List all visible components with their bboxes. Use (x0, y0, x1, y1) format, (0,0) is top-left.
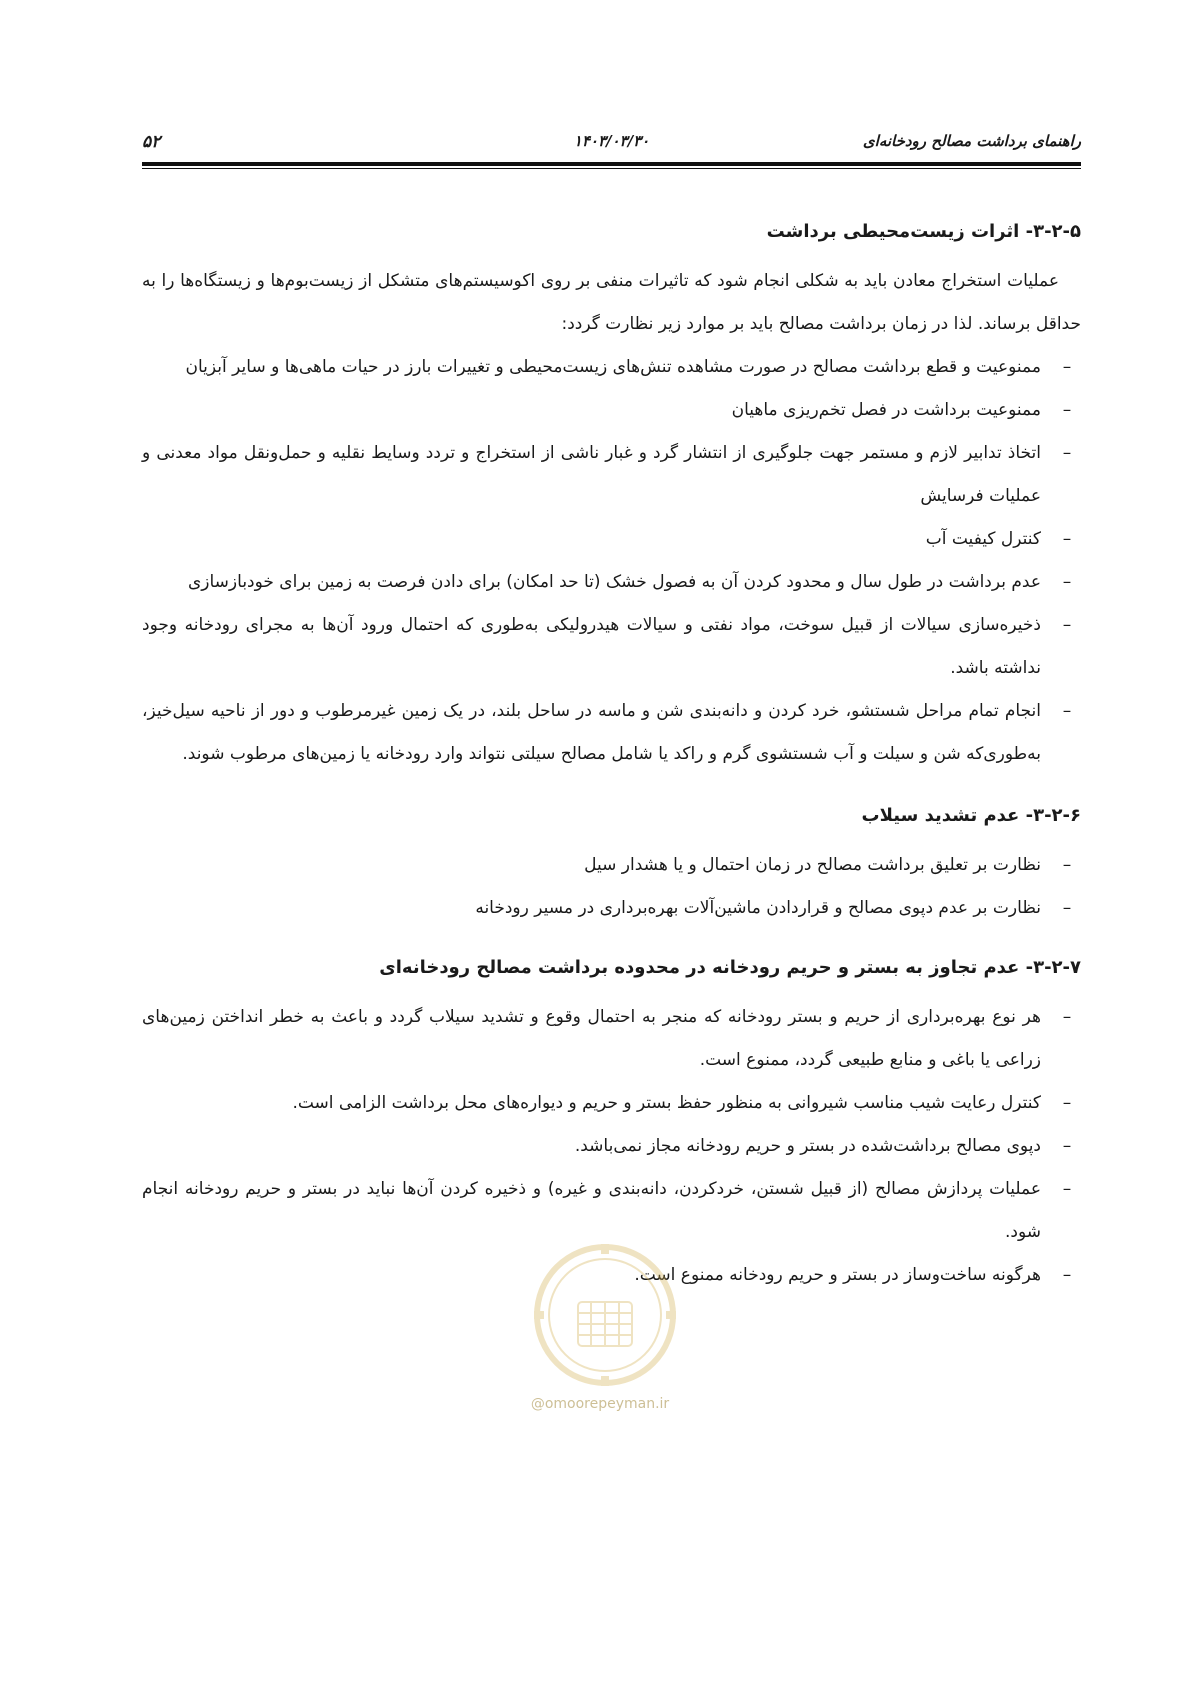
section-title: ۳-۲-۷- عدم تجاوز به بستر و حریم رودخانه در محدوده برداشت مصالح رودخانه‌ای (379, 957, 1081, 978)
list-item (142, 561, 1081, 604)
list-item-text: انجام تمام مراحل شستشو، خرد کردن و دانه‌بندی شن و ماسه در ساحل بلند، در یک زمین غیرمرطوب و دور از ناحیه سیل‌خیز، به‌طوری‌که شن و سیلت و آب شستشوی گرم و راکد یا شامل مصالح سیلتی نتواند وارد رودخانه یا زمین‌های مرطوب شوند. (142, 701, 1041, 764)
list-item (142, 690, 1081, 776)
dash-icon: – (1062, 357, 1072, 377)
list-item-text: دپوی مصالح برداشت‌شده در بستر و حریم رودخانه مجاز نمی‌باشد. (574, 1136, 1041, 1156)
dash-icon: – (1062, 1179, 1072, 1199)
section-environmental-effects (142, 212, 1081, 776)
list-item-text: ذخیره‌سازی سیالات از قبیل سوخت، مواد نفتی و سیالات هیدرولیکی به‌طوری که احتمال ورود آن‌ها به مجرای رودخانه وجود نداشته باشد. (142, 615, 1041, 678)
list-item-text: ممنوعیت و قطع برداشت مصالح در صورت مشاهده تنش‌های زیست‌محیطی و تغییرات بارز در حیات ماهی‌ها و سایر آبزیان (185, 357, 1041, 377)
list-item (142, 604, 1081, 690)
list-item-text: هرگونه ساخت‌وساز در بستر و حریم رودخانه ممنوع است. (634, 1265, 1041, 1285)
header-rule-thin (142, 168, 1081, 169)
list-item-text: اتخاذ تدابیر لازم و مستمر جهت جلوگیری از انتشار گرد و غبار ناشی از استخراج و تردد وسایط نقلیه و حمل‌ونقل مواد معدنی و عملیات فرسایش (142, 443, 1041, 506)
list-item-text: عملیات پردازش مصالح (از قبیل شستن، خردکردن، دانه‌بندی و غیره) و ذخیره کردن آن‌ها نباید در بستر و حریم رودخانه انجام شود. (142, 1179, 1041, 1242)
list-item-text: کنترل رعایت شیب مناسب شیروانی به منظور حفظ بستر و حریم و دیواره‌های محل برداشت الزامی است. (292, 1093, 1041, 1113)
list-item (142, 346, 1081, 389)
list-item (142, 389, 1081, 432)
dash-icon: – (1062, 1265, 1072, 1285)
section-no-flood-intensification (142, 796, 1081, 930)
list-item-text: عدم برداشت در طول سال و محدود کردن آن به فصول خشک (تا حد امکان) برای دادن فرصت به زمین برای خودبازسازی (187, 572, 1041, 592)
list-item (142, 1125, 1081, 1168)
header-rule-thick (142, 162, 1081, 166)
section-title: ۳-۲-۶- عدم تشدید سیلاب (861, 805, 1081, 826)
section-title: ۳-۲-۵- اثرات زیست‌محیطی برداشت (766, 221, 1081, 242)
list-item (142, 887, 1081, 930)
dash-icon: – (1062, 1136, 1072, 1156)
watermark-logo-icon (530, 1240, 680, 1390)
list-item (142, 518, 1081, 561)
bullet-list (142, 844, 1081, 930)
dash-icon: – (1062, 855, 1072, 875)
dash-icon: – (1062, 898, 1072, 918)
section-paragraph: عملیات استخراج معادن باید به شکلی انجام شود که تاثیرات منفی بر روی اکوسیستم‌های متشکل از زیست‌بوم‌ها و زیستگاه‌ها را به حداقل برساند. لذا در زمان برداشت مصالح باید بر موارد زیر نظارت گردد: (142, 271, 1081, 334)
header-title: راهنمای برداشت مصالح رودخانه‌ای (862, 132, 1081, 150)
dash-icon: – (1062, 443, 1072, 463)
list-item-text: نظارت بر تعلیق برداشت مصالح در زمان احتمال و یا هشدار سیل (584, 855, 1041, 875)
list-item-text: ممنوعیت برداشت در فصل تخم‌ریزی ماهیان (731, 400, 1041, 420)
list-item-text: کنترل کیفیت آب (925, 529, 1041, 549)
list-item (142, 996, 1081, 1082)
dash-icon: – (1062, 529, 1072, 549)
header-date: ۱۴۰۳/۰۳/۳۰ (573, 132, 650, 150)
page-content (142, 212, 1081, 1297)
dash-icon: – (1062, 1093, 1072, 1113)
bullet-list (142, 346, 1081, 776)
page-header (142, 128, 1081, 158)
list-item (142, 432, 1081, 518)
list-item-text: نظارت بر عدم دپوی مصالح و قراردادن ماشین‌آلات بهره‌برداری در مسیر رودخانه (475, 898, 1041, 918)
dash-icon: – (1062, 400, 1072, 420)
document-page (142, 0, 1081, 1684)
dash-icon: – (1062, 572, 1072, 592)
dash-icon: – (1062, 615, 1072, 635)
watermark-text: @omoorepeyman.ir (530, 1396, 670, 1412)
page-number: ۵۲ (142, 132, 161, 152)
dash-icon: – (1062, 701, 1072, 721)
list-item (142, 844, 1081, 887)
list-item (142, 1082, 1081, 1125)
list-item-text: هر نوع بهره‌برداری از حریم و بستر رودخانه که منجر به احتمال وقوع و تشدید سیلاب گردد و باعث به خطر انداختن زمین‌های زراعی یا باغی و منابع طبیعی گردد، ممنوع است. (142, 1007, 1041, 1070)
dash-icon: – (1062, 1007, 1072, 1027)
